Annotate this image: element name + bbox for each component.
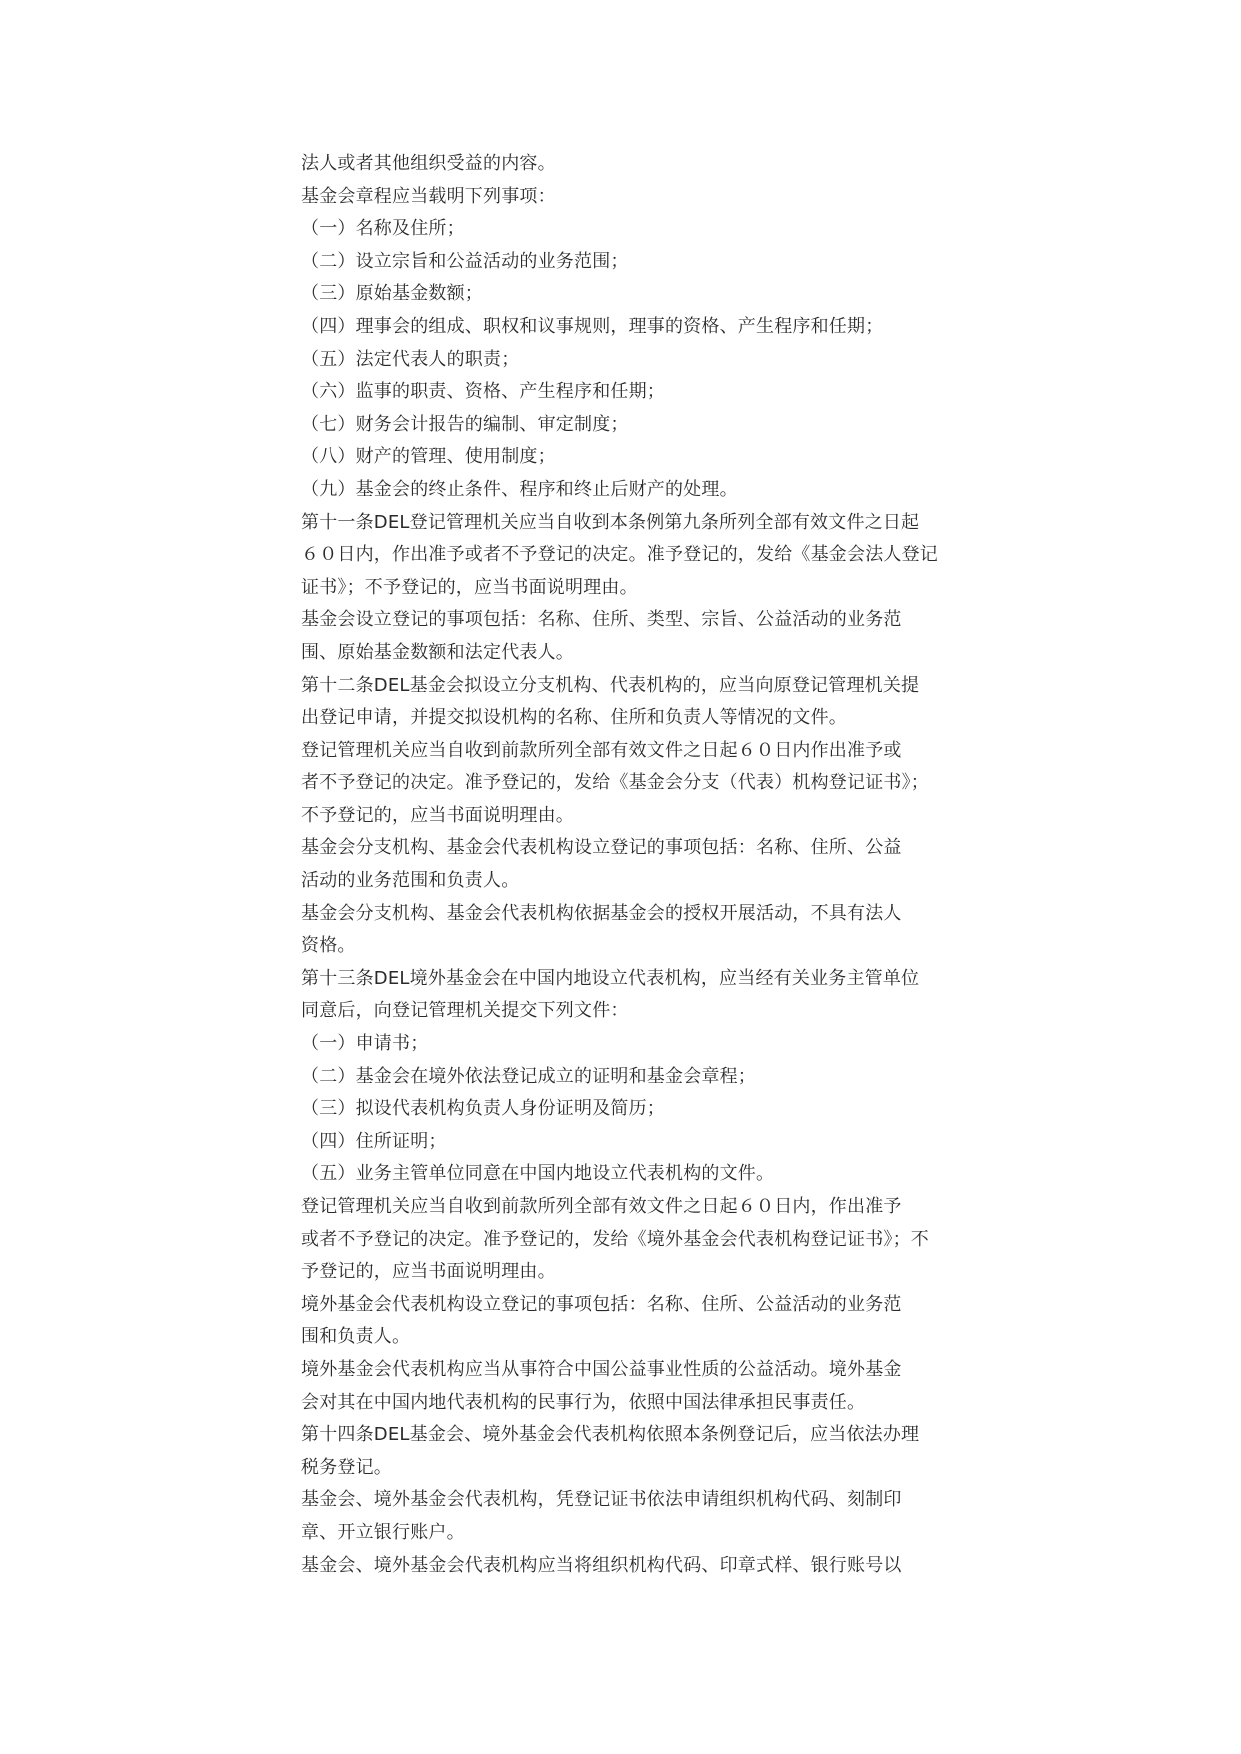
text-line: （八）财产的管理、使用制度；	[301, 446, 556, 468]
text-line: 围和负责人。	[301, 1326, 411, 1348]
text-line: （五）业务主管单位同意在中国内地设立代表机构的文件。	[301, 1163, 775, 1185]
text-line: 基金会分支机构、基金会代表机构设立登记的事项包括：名称、住所、公益	[301, 837, 902, 859]
text-line: （三）原始基金数额；	[301, 283, 483, 305]
text-line: 不予登记的，应当书面说明理由。	[301, 804, 574, 826]
text-line: 基金会、境外基金会代表机构应当将组织机构代码、印章式样、银行账号以	[301, 1554, 902, 1576]
text-line: 者不予登记的决定。准予登记的，发给《基金会分支（代表）机构登记证书》；	[301, 772, 929, 794]
text-line: 第十一条DEL登记管理机关应当自收到本条例第九条所列全部有效文件之日起	[301, 511, 920, 533]
text-line: 章、开立银行账户。	[301, 1521, 465, 1543]
text-line: 第十四条DEL基金会、境外基金会代表机构依照本条例登记后，应当依法办理	[301, 1424, 920, 1446]
text-line: 围、原始基金数额和法定代表人。	[301, 641, 574, 663]
text-line: （三）拟设代表机构负责人身份证明及简历；	[301, 1098, 665, 1120]
text-line: 法人或者其他组织受益的内容。	[301, 153, 556, 174]
document-body	[301, 148, 981, 1582]
text-line: 税务登记。	[301, 1456, 392, 1478]
text-line: 登记管理机关应当自收到前款所列全部有效文件之日起６０日内，作出准予	[301, 1196, 902, 1217]
text-line: 基金会设立登记的事项包括：名称、住所、类型、宗旨、公益活动的业务范	[301, 609, 902, 631]
text-line: 第十三条DEL境外基金会在中国内地设立代表机构，应当经有关业务主管单位	[301, 967, 920, 989]
text-line: 基金会章程应当载明下列事项：	[301, 185, 556, 207]
text-line: （九）基金会的终止条件、程序和终止后财产的处理。	[301, 478, 738, 500]
text-line: 或者不予登记的决定。准予登记的，发给《境外基金会代表机构登记证书》；不	[301, 1228, 929, 1250]
text-line: 登记管理机关应当自收到前款所列全部有效文件之日起６０日内作出准予或	[301, 739, 902, 761]
text-line: 资格。	[301, 935, 356, 957]
text-line: （四）理事会的组成、职权和议事规则，理事的资格、产生程序和任期；	[301, 315, 884, 337]
text-line: （二）基金会在境外依法登记成立的证明和基金会章程；	[301, 1065, 756, 1087]
text-line: （五）法定代表人的职责；	[301, 348, 520, 370]
text-line: （四）住所证明；	[301, 1130, 447, 1152]
text-line: 境外基金会代表机构应当从事符合中国公益事业性质的公益活动。境外基金	[301, 1358, 902, 1380]
text-line: （二）设立宗旨和公益活动的业务范围；	[301, 250, 629, 272]
text-line: （六）监事的职责、资格、产生程序和任期；	[301, 381, 665, 403]
text-line: 予登记的，应当书面说明理由。	[301, 1261, 556, 1283]
text-line: 证书》；不予登记的，应当书面说明理由。	[301, 576, 638, 598]
text-line: 境外基金会代表机构设立登记的事项包括：名称、住所、公益活动的业务范	[301, 1293, 902, 1315]
text-line: 会对其在中国内地代表机构的民事行为，依照中国法律承担民事责任。	[301, 1391, 866, 1413]
text-line: （七）财务会计报告的编制、审定制度；	[301, 413, 629, 435]
text-line: 基金会分支机构、基金会代表机构依据基金会的授权开展活动，不具有法人	[301, 902, 902, 924]
text-line: 基金会、境外基金会代表机构，凭登记证书依法申请组织机构代码、刻制印	[301, 1489, 902, 1511]
text-line: ６０日内，作出准予或者不予登记的决定。准予登记的，发给《基金会法人登记	[301, 544, 938, 566]
text-line: 出登记申请，并提交拟设机构的名称、住所和负责人等情况的文件。	[301, 707, 847, 729]
text-line: 活动的业务范围和负责人。	[301, 870, 520, 892]
text-line: 第十二条DEL基金会拟设立分支机构、代表机构的，应当向原登记管理机关提	[301, 674, 920, 696]
text-line: （一）名称及住所；	[301, 218, 465, 240]
text-line: 同意后，向登记管理机关提交下列文件：	[301, 1000, 629, 1022]
text-line: （一）申请书；	[301, 1033, 429, 1055]
